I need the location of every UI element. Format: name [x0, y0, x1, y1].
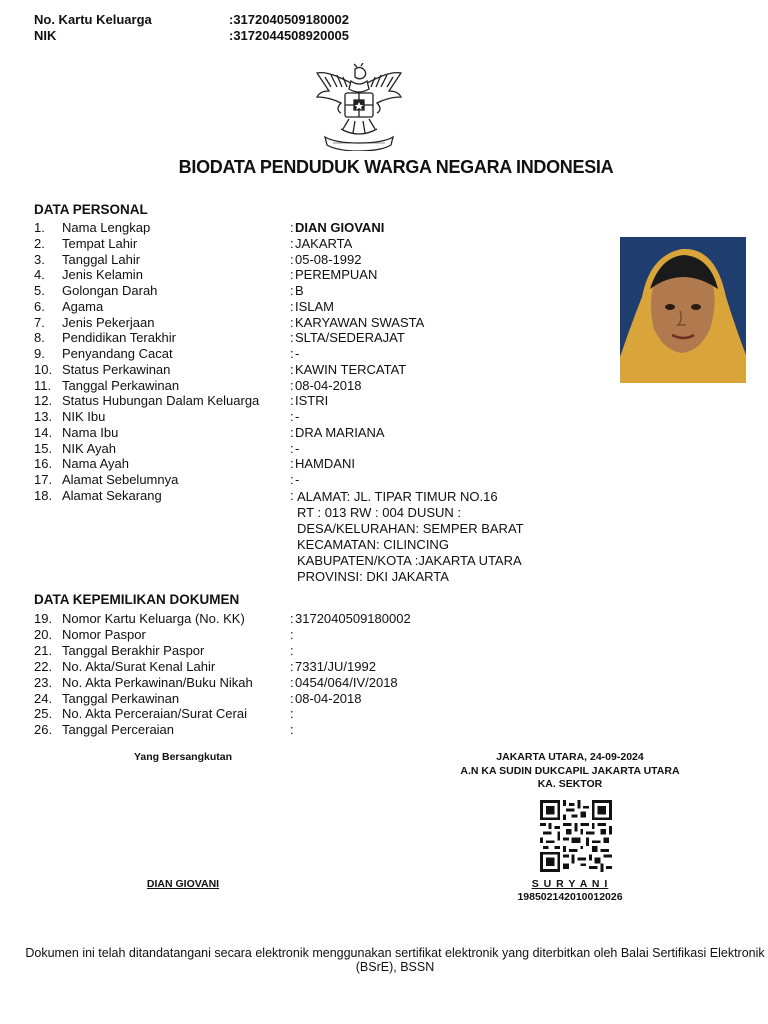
row-number: 16. [34, 456, 53, 472]
row-number: 15. [34, 440, 53, 456]
row-number: 22. [34, 658, 53, 674]
data-row [34, 706, 594, 722]
row-label: No. Akta Perceraian/Surat Cerai [62, 706, 247, 722]
row-label: Penyandang Cacat [62, 346, 173, 361]
data-row [34, 346, 594, 362]
row-colon: : [290, 235, 294, 251]
row-number: 23. [34, 674, 53, 690]
official-nip: 198502142010012026 [517, 891, 623, 903]
row-number: 26. [34, 722, 53, 738]
row-label: Tanggal Perceraian [62, 722, 175, 738]
data-row [34, 283, 594, 299]
row-label: Jenis Kelamin [62, 267, 143, 283]
data-row [34, 456, 594, 472]
row-colon: : [290, 220, 294, 235]
data-row [34, 643, 594, 659]
row-label: Status Perkawinan [62, 361, 171, 377]
row-colon: : [290, 626, 294, 642]
row-label: Nomor Kartu Keluarga (No. KK) [62, 611, 245, 626]
row-number: 4. [34, 267, 45, 283]
data-row [34, 220, 594, 236]
data-row [34, 675, 594, 691]
row-value: - [295, 409, 300, 424]
row-label: Nomor Paspor [62, 626, 146, 642]
issuing-office: A.N KA SUDIN DUKCAPIL JAKARTA UTARA [460, 765, 680, 777]
row-label: Agama [62, 298, 104, 314]
row-colon: : [290, 346, 294, 361]
data-row [34, 441, 594, 457]
data-row [34, 722, 594, 738]
data-row [34, 659, 594, 675]
row-value: SLTA/SEDERAJAT [295, 330, 405, 346]
data-row [34, 611, 594, 627]
qr-code-icon [538, 800, 614, 872]
row-value: 05-08-1992 [295, 251, 362, 267]
row-value: 3172040509180002 [295, 611, 411, 626]
nik-value: :3172044508920005 [229, 28, 350, 43]
row-label: Alamat Sebelumnya [62, 472, 179, 487]
row-value: - [295, 440, 300, 456]
row-label: NIK Ayah [62, 440, 116, 456]
row-number: 6. [34, 298, 45, 314]
signatory-title: Yang Bersangkutan [133, 751, 233, 763]
row-colon: : [290, 690, 294, 706]
address-line: PROVINSI: DKI JAKARTA [297, 569, 449, 584]
data-row [34, 393, 594, 409]
data-row [34, 236, 594, 252]
row-value: - [295, 346, 300, 361]
row-label: NIK Ibu [62, 409, 106, 424]
data-row [34, 627, 594, 643]
row-value: JAKARTA [295, 235, 353, 251]
kk-value: :3172040509180002 [229, 12, 350, 27]
place-date: JAKARTA UTARA, 24-09-2024 [496, 751, 644, 763]
section-data-personal: DATA PERSONAL [34, 202, 148, 217]
row-number: 8. [34, 330, 45, 346]
footer-note: Dokumen ini telah ditandatangani secara elektronik menggunakan sertifikat elektronik yang diterbitkan oleh Balai Sertifikasi Elektronik (BSrE), BSSN [25, 946, 765, 974]
row-colon: : [290, 472, 294, 487]
row-label: Nama Ibu [62, 424, 119, 440]
data-row [34, 472, 594, 488]
row-value: ISTRI [295, 393, 329, 409]
data-row [34, 315, 594, 331]
kk-label: No. Kartu Keluarga [34, 12, 152, 27]
row-number: 7. [34, 314, 45, 330]
row-colon: : [290, 314, 294, 330]
data-row [34, 299, 594, 315]
row-number: 14. [34, 424, 53, 440]
data-row [34, 425, 594, 441]
address-line: KABUPATEN/KOTA :JAKARTA UTARA [297, 553, 522, 568]
row-colon: : [290, 361, 294, 377]
section-data-kepemilikan-dokumen: DATA KEPEMILIKAN DOKUMEN [34, 592, 240, 607]
official-position: KA. SEKTOR [537, 778, 603, 790]
row-label: No. Akta Perkawinan/Buku Nikah [62, 674, 253, 690]
row-label: Alamat Sekarang [62, 487, 162, 503]
row-number: 3. [34, 251, 45, 267]
row-value: PEREMPUAN [295, 267, 378, 283]
row-value: 08-04-2018 [295, 690, 362, 706]
row-colon: : [290, 456, 294, 472]
data-row [34, 252, 594, 268]
row-label: Tanggal Perkawinan [62, 377, 180, 393]
row-label: Nama Ayah [62, 456, 129, 472]
row-value: B [295, 283, 304, 298]
row-number: 2. [34, 235, 45, 251]
row-label: Tanggal Lahir [62, 251, 141, 267]
address-line: DESA/KELURAHAN: SEMPER BARAT [297, 521, 524, 536]
row-value: - [295, 472, 300, 487]
address-line: KECAMATAN: CILINCING [297, 537, 449, 552]
row-value: DRA MARIANA [295, 424, 385, 440]
row-label: Status Hubungan Dalam Keluarga [62, 393, 260, 409]
row-label: Pendidikan Terakhir [62, 330, 176, 346]
row-number: 11. [34, 377, 52, 393]
official-name: S U R Y A N I [531, 878, 609, 890]
row-number: 1. [34, 220, 45, 235]
document-title: BIODATA PENDUDUK WARGA NEGARA INDONESIA [178, 157, 614, 177]
data-row [34, 691, 594, 707]
address-line: RT : 013 RW : 004 DUSUN : [297, 505, 462, 520]
row-value: DIAN GIOVANI [295, 220, 385, 235]
row-value: KARYAWAN SWASTA [295, 314, 425, 330]
row-number: 24. [34, 690, 53, 706]
row-number: 10. [34, 361, 53, 377]
row-colon: : [290, 330, 294, 346]
row-colon: : [290, 424, 294, 440]
row-number: 19. [34, 611, 53, 626]
profile-photo [620, 237, 746, 383]
row-colon: : [290, 409, 294, 424]
row-colon: : [290, 440, 294, 456]
row-number: 18. [34, 487, 53, 503]
row-colon: : [290, 706, 294, 722]
row-number: 9. [34, 346, 45, 361]
row-value: 7331/JU/1992 [295, 658, 376, 674]
row-colon: : [290, 487, 294, 503]
row-number: 5. [34, 283, 45, 298]
row-number: 20. [34, 626, 53, 642]
garuda-emblem-icon [311, 63, 407, 151]
row-number: 12. [34, 393, 53, 409]
row-colon: : [290, 674, 294, 690]
row-value: 0454/064/IV/2018 [295, 674, 398, 690]
data-row [34, 378, 594, 394]
row-label: Tempat Lahir [62, 235, 138, 251]
row-colon: : [290, 611, 294, 626]
row-colon: : [290, 722, 294, 738]
row-value: KAWIN TERCATAT [295, 361, 407, 377]
row-value: 08-04-2018 [295, 377, 362, 393]
row-colon: : [290, 377, 294, 393]
row-colon: : [290, 393, 294, 409]
signatory-name: DIAN GIOVANI [146, 878, 220, 890]
row-colon: : [290, 267, 294, 283]
row-colon: : [290, 298, 294, 314]
row-number: 13. [34, 409, 53, 424]
row-label: Golongan Darah [62, 283, 158, 298]
row-label: Nama Lengkap [62, 220, 151, 235]
nik-label: NIK [34, 28, 57, 43]
row-label: Tanggal Berakhir Paspor [62, 642, 205, 658]
row-label: Tanggal Perkawinan [62, 690, 180, 706]
row-value: HAMDANI [295, 456, 355, 472]
data-row [34, 409, 594, 425]
row-number: 17. [34, 472, 53, 487]
data-row [34, 362, 594, 378]
data-row [34, 267, 594, 283]
row-label: Jenis Pekerjaan [62, 314, 155, 330]
row-number: 21. [34, 642, 53, 658]
row-colon: : [290, 283, 294, 298]
row-colon: : [290, 251, 294, 267]
row-colon: : [290, 658, 294, 674]
row-value: ISLAM [295, 298, 335, 314]
row-number: 25. [34, 706, 53, 722]
row-colon: : [290, 642, 294, 658]
address-line: ALAMAT: JL. TIPAR TIMUR NO.16 [297, 489, 498, 504]
data-row [34, 330, 594, 346]
row-label: No. Akta/Surat Kenal Lahir [62, 658, 216, 674]
